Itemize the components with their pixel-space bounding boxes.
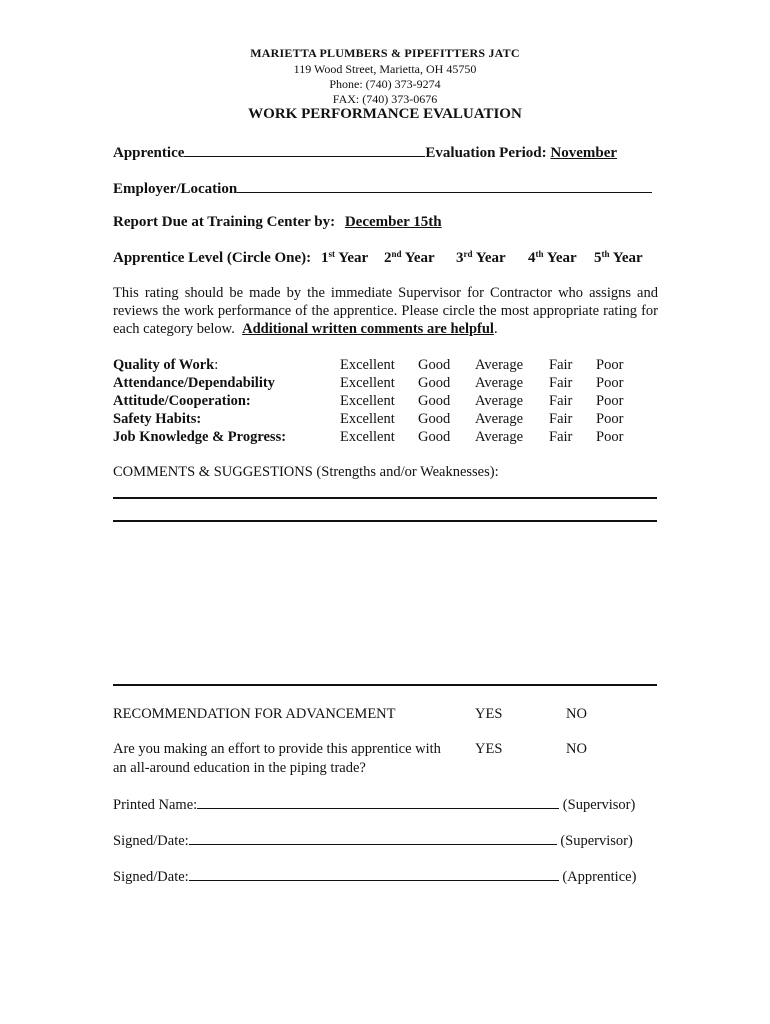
printed-name-role: (Supervisor) bbox=[562, 797, 636, 813]
rating-option-average[interactable]: Average bbox=[475, 411, 524, 427]
rating-option-good[interactable]: Good bbox=[418, 357, 451, 373]
organization-phone: Phone: (740) 373-9274 bbox=[329, 77, 441, 91]
rating-category-label: Quality of Work: bbox=[113, 357, 219, 373]
organization-fax: FAX: (740) 373-0676 bbox=[332, 92, 438, 106]
comments-label: COMMENTS & SUGGESTIONS (Strengths and/or Weaknesses): bbox=[113, 464, 499, 480]
rating-option-excellent[interactable]: Excellent bbox=[340, 375, 395, 391]
evaluation-period-value: November bbox=[550, 145, 618, 161]
rating-row bbox=[113, 411, 673, 429]
rating-option-fair[interactable]: Fair bbox=[549, 411, 573, 427]
rating-option-poor[interactable]: Poor bbox=[596, 429, 624, 445]
report-due-value: December 15th bbox=[344, 214, 442, 230]
rating-option-excellent[interactable]: Excellent bbox=[340, 429, 395, 445]
recommendation-yes-option[interactable]: YES bbox=[475, 706, 503, 722]
instructions-text: This rating should be made by the immediate Supervisor for Contractor who assigns and reviews the work performance of the apprentice. Please circle the most appropriate rating for each category below. bbox=[113, 285, 658, 337]
rating-option-fair[interactable]: Fair bbox=[549, 357, 573, 373]
supervisor-signature-role: (Supervisor) bbox=[560, 833, 633, 849]
rating-category-label: Job Knowledge & Progress: bbox=[113, 429, 287, 445]
level-option-1[interactable]: 1st Year bbox=[321, 249, 369, 266]
apprentice-signature-row bbox=[113, 867, 636, 886]
rating-option-good[interactable]: Good bbox=[418, 393, 451, 409]
instructions-emphasis: Additional written comments are helpful bbox=[242, 321, 494, 337]
rating-option-fair[interactable]: Fair bbox=[549, 393, 573, 409]
rating-row bbox=[113, 429, 673, 447]
apprentice-signature-field[interactable] bbox=[189, 867, 559, 881]
rating-option-average[interactable]: Average bbox=[475, 393, 524, 409]
rating-option-fair[interactable]: Fair bbox=[549, 375, 573, 391]
rating-option-excellent[interactable]: Excellent bbox=[340, 393, 395, 409]
level-option-5[interactable]: 5th Year bbox=[594, 249, 643, 266]
supervisor-signature-field[interactable] bbox=[189, 831, 557, 845]
rating-option-poor[interactable]: Poor bbox=[596, 393, 624, 409]
employer-row bbox=[113, 179, 652, 198]
rating-row bbox=[113, 357, 673, 375]
rating-row bbox=[113, 375, 673, 393]
comments-bottom-rule bbox=[113, 684, 657, 686]
rating-option-excellent[interactable]: Excellent bbox=[340, 357, 395, 373]
rating-option-average[interactable]: Average bbox=[475, 357, 524, 373]
rating-option-excellent[interactable]: Excellent bbox=[340, 411, 395, 427]
rating-option-poor[interactable]: Poor bbox=[596, 411, 624, 427]
employer-field[interactable] bbox=[237, 179, 652, 193]
rating-row bbox=[113, 393, 673, 411]
apprentice-label: Apprentice bbox=[113, 145, 185, 161]
rating-option-poor[interactable]: Poor bbox=[596, 357, 624, 373]
rating-option-good[interactable]: Good bbox=[418, 375, 451, 391]
printed-name-label: Printed Name: bbox=[113, 797, 198, 813]
rating-category-label: Attendance/Dependability bbox=[113, 375, 275, 391]
organization-name: MARIETTA PLUMBERS & PIPEFITTERS JATC bbox=[250, 46, 520, 60]
organization-address: 119 Wood Street, Marietta, OH 45750 bbox=[293, 62, 477, 76]
printed-name-field[interactable] bbox=[197, 795, 559, 809]
form-title: WORK PERFORMANCE EVALUATION bbox=[248, 106, 522, 122]
apprentice-signed-date-label: Signed/Date: bbox=[113, 869, 189, 885]
rating-option-poor[interactable]: Poor bbox=[596, 375, 624, 391]
rating-category-label: Safety Habits: bbox=[113, 411, 202, 427]
rating-category-label: Attitude/Cooperation: bbox=[113, 393, 251, 409]
education-no-option[interactable]: NO bbox=[566, 741, 587, 757]
rating-option-good[interactable]: Good bbox=[418, 429, 451, 445]
apprentice-name-field[interactable] bbox=[184, 143, 425, 157]
supervisor-signed-date-label: Signed/Date: bbox=[113, 833, 189, 849]
recommendation-label: RECOMMENDATION FOR ADVANCEMENT bbox=[113, 706, 396, 722]
rating-option-average[interactable]: Average bbox=[475, 429, 524, 445]
level-option-4[interactable]: 4th Year bbox=[528, 249, 577, 266]
rating-option-average[interactable]: Average bbox=[475, 375, 524, 391]
level-option-3[interactable]: 3rd Year bbox=[456, 249, 506, 266]
education-question-line-1: Are you making an effort to provide this apprentice with bbox=[113, 741, 441, 757]
employer-label: Employer/Location bbox=[113, 181, 238, 197]
rating-option-good[interactable]: Good bbox=[418, 411, 451, 427]
report-due-row bbox=[113, 214, 442, 231]
comment-line-2[interactable] bbox=[113, 520, 657, 522]
recommendation-no-option[interactable]: NO bbox=[566, 706, 587, 722]
evaluation-period-label: Evaluation Period: bbox=[425, 145, 547, 161]
instructions-paragraph: This rating should be made by the immediate Supervisor for Contractor who assigns and reviews the work performance of the apprentice. Please circle the most appropriate rating for each category below. Additional written comments are helpful. bbox=[113, 285, 658, 337]
comment-line-1[interactable] bbox=[113, 497, 657, 499]
education-question-line-2: an all-around education in the piping trade? bbox=[113, 760, 366, 776]
report-due-label: Report Due at Training Center by: bbox=[113, 214, 336, 230]
printed-name-row bbox=[113, 795, 635, 814]
rating-option-fair[interactable]: Fair bbox=[549, 429, 573, 445]
apprentice-signature-role: (Apprentice) bbox=[562, 869, 637, 885]
apprentice-row bbox=[113, 143, 617, 162]
level-option-2[interactable]: 2nd Year bbox=[384, 249, 435, 266]
supervisor-signature-row bbox=[113, 831, 633, 850]
apprentice-level-label: Apprentice Level (Circle One): bbox=[113, 250, 312, 266]
education-yes-option[interactable]: YES bbox=[475, 741, 503, 757]
